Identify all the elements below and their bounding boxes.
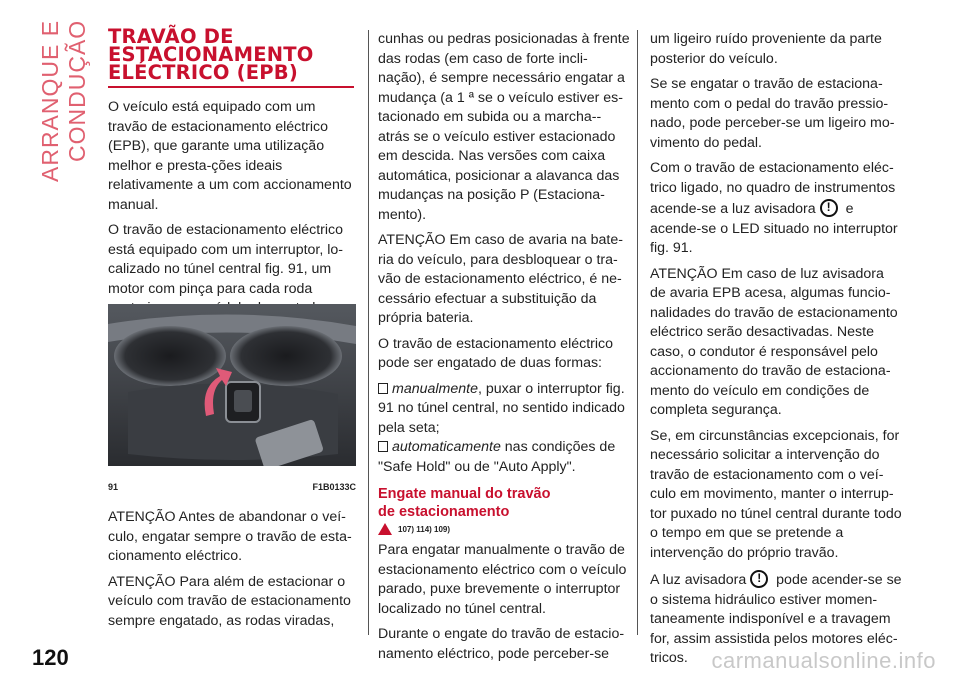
paragraph: Durante o engate do travão de estacio-namento eléctrico, pode perceber-se [378,626,625,662]
console-photo [108,304,356,466]
epb-warning-light-icon: ! [818,198,840,216]
paragraph: Se se engatar o travão de estaciona-mento com o pedal do travão pressio-nado, pode perceber-se um ligeiro mo-vimento do pedal. [650,76,895,151]
column-divider-2 [637,30,638,635]
bullet-text: nas condições de "Safe Hold" ou de "Auto Apply". [378,439,616,475]
paragraph: O travão de estacionamento eléctrico pode ser engatado de duas formas: [378,335,614,371]
figure-code: F1B0133C [312,482,356,492]
paragraph-text: Com o travão de estacionamento eléc-trico ligado, no quadro de instrumentos acende-se a luz avisadora [650,160,896,217]
bullet-text: , puxar o interruptor fig. 91 no túnel central, no sentido indicado pela seta; [378,380,625,436]
epb-warning-light-icon: ! [748,569,770,587]
paragraph: cunhas ou pedras posicionadas à frente das rodas (em caso de forte incli-nação), é sempre necessário engatar a mudança (a 1 ª se o veículo estiver es-tacionado em subida ou a marcha--atrás se o veículo estiver estacionado em descida. Nas versões com caixa automática, posicionar a alavanca das mudanças na posição P (Estaciona-mento). [378,31,630,223]
bullet-item [378,438,630,477]
checkbox-bullet-icon [378,441,388,452]
paragraph: Para engatar manualmente o travão de estacionamento eléctrico com o veículo parado, puxe brevemente o interruptor localizado no túnel central. [378,542,627,617]
watermark: carmanualsonline.info [711,648,936,673]
checkbox-bullet-icon [378,383,388,394]
paragraph: ATENÇÃO Em caso de luz avisadora de avaria EPB acesa, algumas funcio-nalidades do travão de estacionamento eléctrico serão desactivadas. Neste caso, o condutor é responsável pelo accionamento do travão de estaciona-mento do veículo em condições de completa segurança. [650,265,898,418]
paragraph: ATENÇÃO Antes de abandonar o veí-culo, engatar sempre o travão de esta-cionamento eléctrico. [108,509,352,564]
figure-caption [108,480,356,492]
figure-number: 91 [108,482,119,492]
warning-references [378,523,630,535]
column-1-lower [108,508,358,637]
subsection-heading-line-1: Engate manual do travão [378,486,551,502]
paragraph: Se, em circunstâncias excepcionais, for necessário solicitar a intervenção do travão de estacionamento com o veí-culo em movimento, manter o interrup-tor puxado no túnel central durante todo o tempo em que se pretende a intervenção do próprio travão. [650,427,902,561]
subsection-heading-line-2: de estacionamento [378,504,510,520]
paragraph: um ligeiro ruído proveniente da parte posterior do veículo. [650,31,882,67]
column-2 [378,30,630,670]
section-title: TRAVÃO DE ESTACIONAMENTO ELÉCTRICO (EPB) [108,28,354,88]
column-divider-1 [368,30,369,635]
paragraph: ATENÇÃO Para além de estacionar o veículo com travão de estacionamento sempre engatado, as rodas viradas, [108,573,351,629]
paragraph-text: A luz avisadora [650,572,747,588]
paragraph-text: pode acender-se se o sistema hidráulico estiver momen-taneamente indisponível e a travagem for, assim assistida pelos motores eléc-tricos. [650,572,902,666]
chapter-sidebar-title: ARRANQUE E CONDUÇÃO [37,20,90,183]
bullet-emphasis: automaticamente [392,439,501,455]
paragraph [650,159,902,259]
paragraph-text: e acende-se o LED situado no interruptor fig. 91. [650,201,898,256]
reference-numbers: 107) 114) 109) [398,524,451,534]
warning-triangle-icon [378,523,392,535]
paragraph: O travão de estacionamento eléctrico está equipado com um interruptor, lo-calizado no túnel central fig. 91, um motor com pinça para cada roda [108,222,344,297]
column-1 [108,25,358,344]
bullet-item [378,380,630,439]
paragraph: O veículo está equipado com um travão de estacionamento eléctrico (EPB), que garante uma utilização melhor e presta-ções ideais relativamente a um com accionamento manual. [108,99,352,213]
column-3 [650,30,902,675]
subsection-heading [378,485,630,521]
figure-91-parking-brake-switch [108,304,356,466]
page-number: 120 [32,645,69,670]
bullet-emphasis: manualmente [392,380,478,397]
paragraph: ATENÇÃO Em caso de avaria na bate-ria do veículo, para desbloquear o tra-vão de estacionamento eléctrico, é ne-cessário efectuar a substituição da própria bateria. [378,232,623,326]
